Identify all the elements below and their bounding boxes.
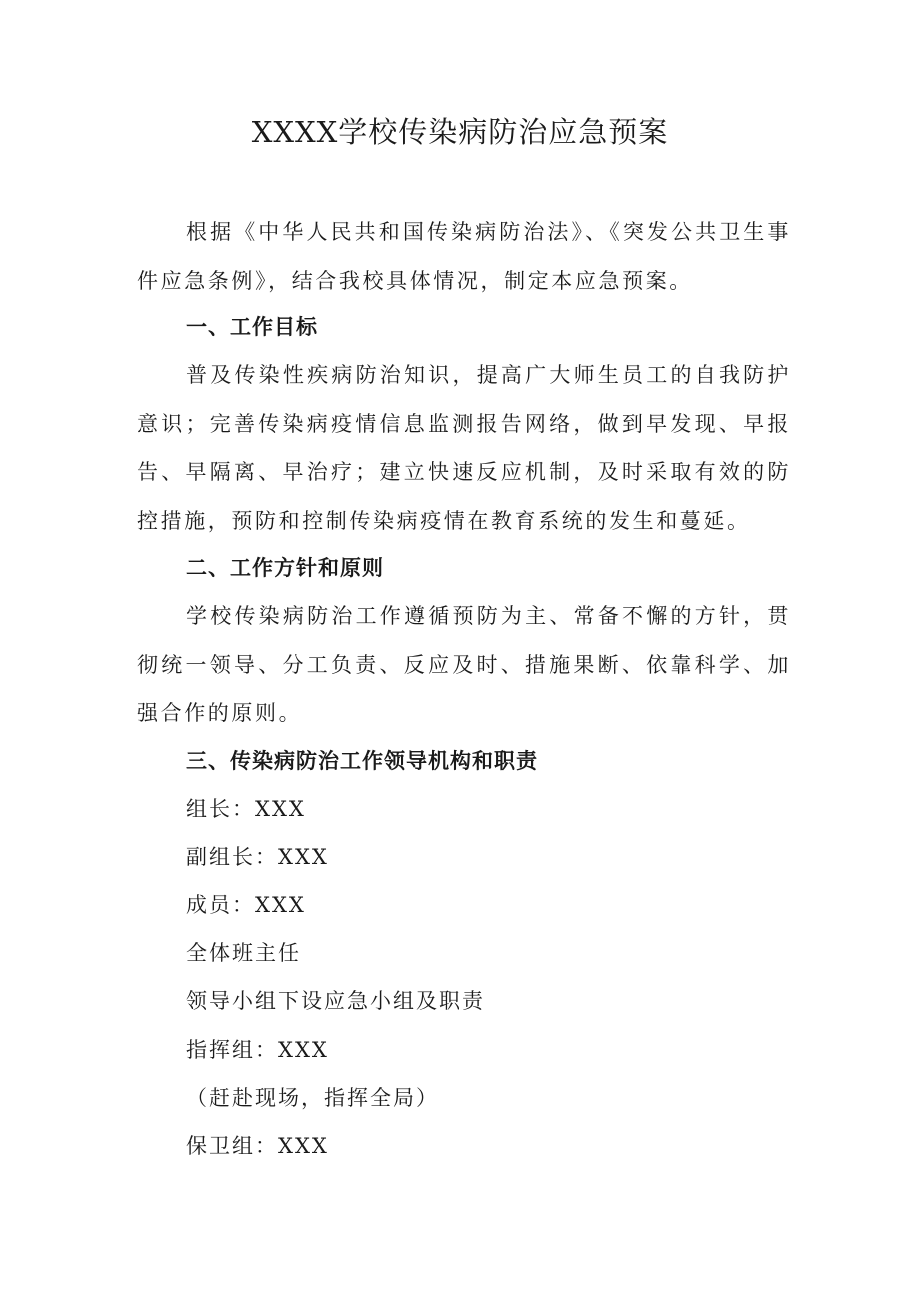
section-2-paragraph: 学校传染病防治工作遵循预防为主、常备不懈的方针，贯彻统一领导、分工负责、反应及时、措施果断、依靠科学、加强合作的原则。 [137,604,791,725]
document-title: XXXX学校传染病防治应急预案 [251,115,669,149]
section-1-heading: 一、工作目标 [186,315,318,339]
security-group-line: 保卫组：XXX [186,1134,329,1158]
section-2-heading: 二、工作方针和原则 [186,556,384,580]
command-group-line: 指挥组：XXX [186,1038,329,1062]
leader-line: 组长：XXX [186,797,306,821]
command-group-duty-line: （赶赴现场，指挥全局） [186,1086,439,1110]
intro-paragraph: 根据《中华人民共和国传染病防治法》、《突发公共卫生事件应急条例》，结合我校具体情况，制定本应急预案。 [137,220,791,293]
section-3-heading: 三、传染病防治工作领导机构和职责 [186,749,538,773]
members-line: 成员：XXX [186,893,306,917]
subgroup-intro-line: 领导小组下设应急小组及职责 [186,989,485,1013]
class-teachers-line: 全体班主任 [186,941,301,965]
deputy-leader-line: 副组长：XXX [186,845,329,869]
section-1-paragraph: 普及传染性疾病防治知识，提高广大师生员工的自我防护意识；完善传染病疫情信息监测报告网络，做到早发现、早报告、早隔离、早治疗；建立快速反应机制，及时采取有效的防控措施，预防和控制传染病疫情在教育系统的发生和蔓延。 [137,363,791,533]
